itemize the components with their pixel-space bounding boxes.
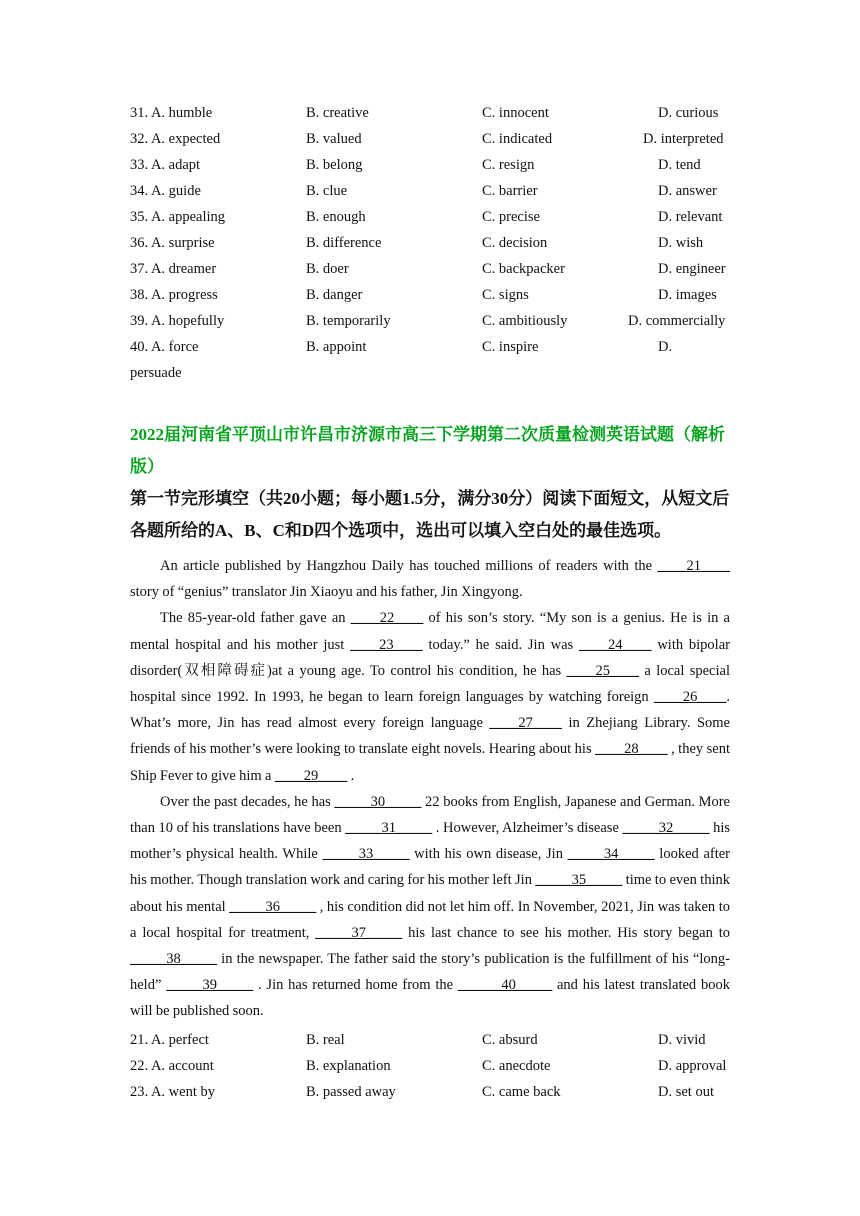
- passage-text: today.” he said. Jin was: [422, 636, 579, 653]
- option-a: 39. A. hopefully: [130, 313, 225, 329]
- option-d: D. engineer: [658, 261, 726, 277]
- option-c: C. backpacker: [482, 261, 565, 277]
- option-a: 34. A. guide: [130, 183, 201, 199]
- passage-text: Over the past decades, he has: [160, 793, 335, 810]
- option-c: C. resign: [482, 157, 535, 173]
- blank-30: _____30_____: [334, 793, 422, 810]
- option-row-32: [0, 126, 860, 152]
- option-row-36: [0, 230, 860, 256]
- option-c: C. ambitiously: [482, 313, 568, 329]
- option-b: B. valued: [306, 131, 362, 147]
- passage-text: The 85-year-old father gave an: [160, 610, 351, 627]
- option-c: C. anecdote: [482, 1058, 551, 1074]
- option-d: D. interpreted: [643, 131, 724, 147]
- option-c: C. absurd: [482, 1032, 538, 1048]
- blank-22: ____22____: [350, 610, 424, 627]
- passage-text: in the newspaper. The father said the story’s publication is the fulfillment of his “long-held”: [130, 951, 730, 994]
- option-b: B. doer: [306, 261, 349, 277]
- passage-text: . What’s more, Jin has read almost every foreign language: [130, 689, 730, 732]
- option-d: D. commercially: [628, 313, 726, 329]
- blank-25: ____25____: [566, 662, 640, 679]
- option-row-38: [0, 282, 860, 308]
- option-b: B. belong: [306, 157, 363, 173]
- option-b: B. enough: [306, 209, 366, 225]
- section-instructions: 第一节完形填空（共20小题；每小题1.5分，满分30分）阅读下面短文，从短文后各题所给的A、B、C和D四个选项中，选出可以填入空白处的最佳选项。: [130, 489, 730, 540]
- document-title: 2022届河南省平顶山市许昌市济源市高三下学期第二次质量检测英语试题（解析版）: [130, 425, 725, 476]
- passage-text: looked after his mother. Though translation work and caring for his mother left Jin: [130, 846, 731, 889]
- option-b: B. temporarily: [306, 313, 391, 329]
- option-c: C. decision: [482, 235, 548, 251]
- option-b: B. danger: [306, 287, 363, 303]
- option-c: C. signs: [482, 287, 529, 303]
- passage-text: of his son’s story. “My son is a genius. He is in a mental hospital and his mother just: [130, 610, 730, 653]
- option-a: 32. A. expected: [130, 131, 221, 147]
- blank-29: ____29____: [274, 767, 348, 784]
- passage-text: .: [347, 767, 355, 784]
- option-a: 23. A. went by: [130, 1084, 215, 1100]
- blank-39: _____39_____: [166, 977, 254, 994]
- passage-text: 22 books from English, Japanese and German. More than 10 of his translations have been: [130, 793, 730, 837]
- option-c: C. inspire: [482, 339, 539, 355]
- option-c: C. indicated: [482, 131, 553, 147]
- passage-text: An article published by Hangzhou Daily has touched millions of readers with the: [160, 558, 658, 574]
- blank-34: _____34_____: [567, 846, 655, 863]
- option-b: B. difference: [306, 235, 382, 251]
- option-a: 36. A. surprise: [130, 235, 215, 251]
- option-row-22: [0, 1053, 860, 1079]
- passage-text: his last chance to see his mother. His story began to: [402, 924, 731, 941]
- option-row-23: [0, 1079, 860, 1105]
- passage-text: . Jin has returned home from the: [253, 977, 458, 994]
- option-d: D. vivid: [658, 1032, 706, 1048]
- blank-38: _____38_____: [130, 951, 217, 968]
- option-b: B. clue: [306, 183, 348, 199]
- option-b: B. explanation: [306, 1058, 391, 1074]
- blank-40: ______40_____: [457, 977, 553, 994]
- option-d: D. set out: [658, 1084, 714, 1100]
- paragraph-1: [130, 553, 730, 605]
- passage-text: story of “genius” translator Jin Xiaoyu and his father, Jin Xingyong.: [130, 584, 523, 601]
- option-row-33: [0, 152, 860, 178]
- option-a: 31. A. humble: [130, 105, 213, 121]
- blank-31: _____31_____: [345, 820, 433, 837]
- option-d: D. curious: [658, 105, 719, 121]
- option-a: 38. A. progress: [130, 287, 218, 303]
- blank-32: _____32_____: [622, 820, 710, 837]
- passage-text: , his condition did not let him off. In November, 2021, Jin was taken to a local hospital for treatment,: [130, 898, 730, 941]
- option-d-wrap: persuade: [130, 365, 182, 381]
- option-d: D. approval: [658, 1058, 727, 1074]
- cloze-passage: [130, 553, 730, 1025]
- passage-text: in Zhejiang Library. Some friends of his mother’s were looking to translate eight novels. Hearing about his: [130, 715, 730, 758]
- option-row-39: [0, 308, 860, 334]
- option-a: 21. A. perfect: [130, 1032, 209, 1048]
- option-a: 40. A. force: [130, 339, 199, 355]
- option-d: D.: [658, 339, 673, 355]
- option-a: 22. A. account: [130, 1058, 214, 1074]
- blank-37: _____37_____: [315, 924, 403, 941]
- passage-text: with his own disease, Jin: [409, 846, 568, 863]
- blank-33: _____33_____: [322, 846, 410, 863]
- option-a: 37. A. dreamer: [130, 261, 217, 277]
- option-row-40: [0, 334, 860, 360]
- option-row-34: [0, 178, 860, 204]
- option-b: B. creative: [306, 105, 369, 121]
- option-row-37: [0, 256, 860, 282]
- blank-21: ____21____: [657, 558, 730, 574]
- option-c: C. innocent: [482, 105, 549, 121]
- blank-36: _____36_____: [229, 898, 317, 915]
- option-a: 35. A. appealing: [130, 209, 226, 225]
- option-row-35: [0, 204, 860, 230]
- option-c: C. came back: [482, 1084, 561, 1100]
- passage-text: a local special hospital since 1992. In 1993, he began to learn foreign languages by watching foreign: [130, 662, 730, 706]
- option-d: D. relevant: [658, 209, 723, 225]
- option-b: B. passed away: [306, 1084, 396, 1100]
- blank-28: ____28____: [595, 741, 668, 758]
- passage-text: , they sent Ship Fever to give him a: [130, 741, 730, 784]
- option-row-31: [0, 100, 860, 126]
- option-row-21: [0, 1027, 860, 1053]
- passage-text: his mother’s physical health. While: [130, 820, 730, 863]
- blank-23: ____23____: [350, 636, 423, 653]
- paragraph-2: [130, 605, 730, 788]
- option-b: B. appoint: [306, 339, 367, 355]
- blank-24: ____24____: [579, 636, 652, 653]
- blank-26: ____26____: [653, 689, 727, 706]
- option-a: 33. A. adapt: [130, 157, 201, 173]
- passage-text: time to even think about his mental: [130, 872, 730, 915]
- option-d: D. wish: [658, 235, 704, 251]
- paragraph-3: [130, 789, 730, 1025]
- blank-27: ____27____: [489, 715, 562, 732]
- passage-text: . However, Alzheimer’s disease: [432, 820, 623, 837]
- passage-text: and his latest translated book will be published soon.: [130, 977, 730, 1020]
- option-b: B. real: [306, 1032, 345, 1048]
- option-d: D. tend: [658, 157, 701, 173]
- option-c: C. precise: [482, 209, 540, 225]
- blank-35: _____35_____: [535, 872, 623, 889]
- passage-text: with bipolar disorder(双相障碍症)at a young age. To control his condition, he has: [130, 636, 730, 679]
- option-d: D. images: [658, 287, 717, 303]
- option-d: D. answer: [658, 183, 717, 199]
- option-c: C. barrier: [482, 183, 538, 199]
